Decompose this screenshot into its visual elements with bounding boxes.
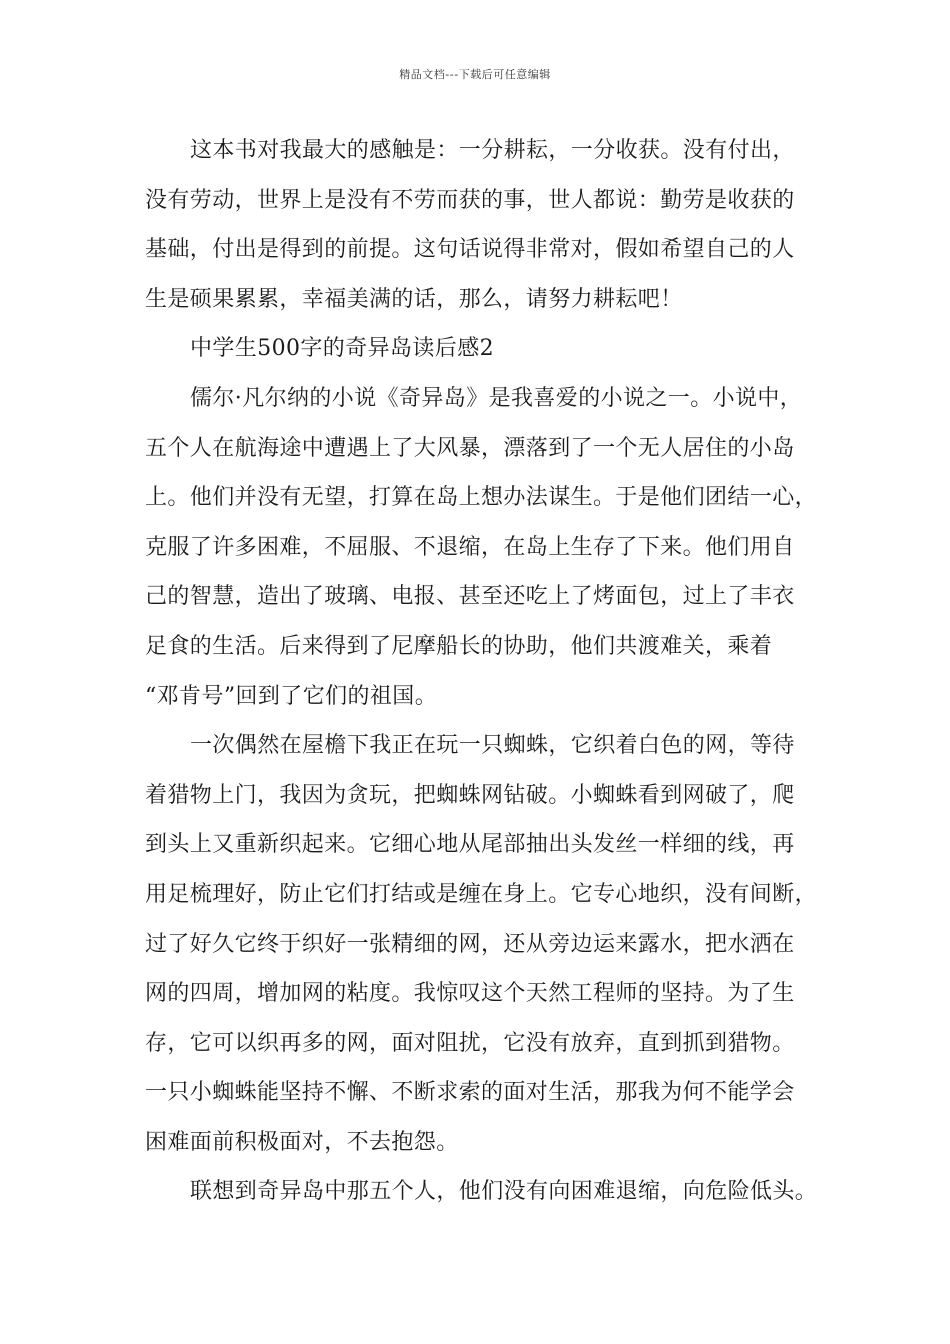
text-line: 网的四周，增加网的粘度。我惊叹这个天然工程师的坚持。为了生 [145,981,795,1007]
text-line: 没有劳动，世界上是没有不劳而获的事，世人都说：勤劳是收获的 [145,187,795,213]
text-line: 用足梳理好，防止它们打结或是缠在身上。它专心地织，没有间断， [145,881,818,907]
text-line: 一次偶然在屋檐下我正在玩一只蜘蛛，它织着白色的网，等待 [190,733,795,759]
text-line: “邓肯号”回到了它们的祖国。 [145,683,438,709]
section-title: 中学生500字的奇异岛读后感2 [190,336,494,362]
text-line: 足食的生活。后来得到了尼摩船长的协助，他们共渡难关，乘着 [145,633,773,659]
text-line: 五个人在航海途中遭遇上了大风暴，漂落到了一个无人居住的小岛 [145,435,795,461]
text-line: 上。他们并没有无望，打算在岛上想办法谋生。于是他们团结一心， [145,485,818,511]
text-line: 一只小蜘蛛能坚持不懈、不断求索的面对生活，那我为何不能学会 [145,1080,795,1106]
text-line: 克服了许多困难，不屈服、不退缩，在岛上生存了下来。他们用自 [145,534,795,560]
text-line: 生是硕果累累，幸福美满的话，那么，请努力耕耘吧！ [145,286,683,312]
text-line: 联想到奇异岛中那五个人，他们没有向困难退缩，向危险低头。 [190,1179,818,1205]
text-line: 己的智慧，造出了玻璃、电报、甚至还吃上了烤面包，过上了丰衣 [145,584,795,610]
text-line: 这本书对我最大的感触是：一分耕耘，一分收获。没有付出， [190,138,795,163]
text-line: 过了好久它终于织好一张精细的网，还从旁边运来露水，把水洒在 [145,931,795,957]
text-line: 困难面前积极面对，不去抱怨。 [145,1129,459,1155]
text-line: 儒尔·凡尔纳的小说《奇异岛》是我喜爱的小说之一。小说中， [190,385,803,411]
text-line: 基础，付出是得到的前提。这句话说得非常对，假如希望自己的人 [145,237,795,263]
text-line: 存，它可以织再多的网，面对阻扰，它没有放弃，直到抓到猎物。 [145,1030,795,1056]
text-line: 到头上又重新织起来。它细心地从尾部抽出头发丝一样细的线，再 [145,832,795,858]
text-line: 着猎物上门，我因为贪玩，把蜘蛛网钻破。小蜘蛛看到网破了，爬 [145,782,795,808]
page-header: 精品文档---下载后可任意编辑 [399,68,551,81]
document-body [145,126,825,1217]
